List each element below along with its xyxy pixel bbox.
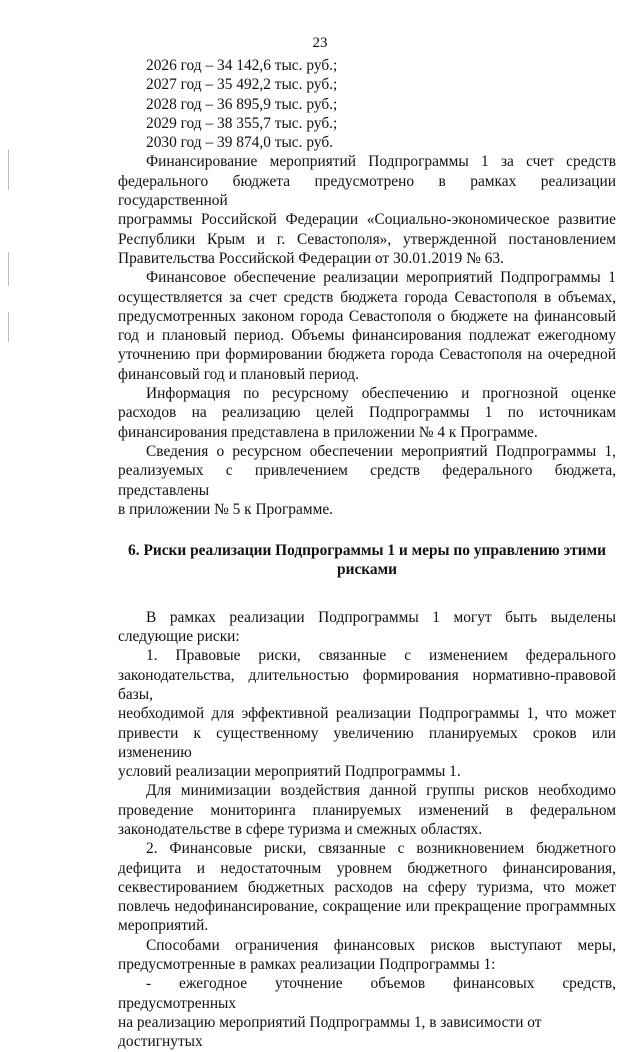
paragraph-line: законодательстве в сфере туризма и смежных областях. — [118, 820, 483, 838]
paragraph-line: - ежегодное уточнение объемов финансовых средств, предусмотренных — [118, 975, 616, 1012]
section-heading-line: 6. Риски реализации Подпрограммы 1 и меры по управлению этими — [128, 542, 606, 560]
paragraph-line: Способами ограничения финансовых рисков выступают меры, — [146, 936, 616, 954]
funding-paragraphs — [118, 152, 616, 519]
funding-year-line: 2029 год – 38 355,7 тыс. руб.; — [146, 114, 338, 132]
page-number: 23 — [312, 35, 328, 51]
paragraph-line: предусмотренных законом города Севастополя о бюджете на финансовый — [118, 307, 616, 325]
paragraph-line: в приложении № 5 к Программе. — [118, 500, 333, 518]
paragraph-line: Информация по ресурсному обеспечению и прогнозной оценке — [146, 385, 616, 403]
paragraph — [118, 781, 616, 839]
paragraph-line: проведение мониторинга планируемых изменений в федеральном — [118, 801, 616, 819]
paragraph-line: условий реализации мероприятий Подпрограммы 1. — [118, 763, 461, 781]
scan-margin-mark — [8, 312, 9, 342]
paragraph-line: осуществляется за счет средств бюджета города Севастополя в объемах, — [118, 288, 616, 306]
paragraph-line: привести к существенному увеличению планируемых сроков или изменению — [118, 724, 616, 761]
paragraph-line: уточнению при формировании бюджета города Севастополя на очередной — [118, 346, 616, 364]
paragraph — [118, 646, 616, 781]
paragraph-line: Сведения о ресурсном обеспечении мероприятий Подпрограммы 1, — [146, 442, 616, 460]
paragraph-line: предусмотренные в рамках реализации Подпрограммы 1: — [118, 956, 496, 974]
risk-paragraphs — [118, 608, 616, 1052]
paragraph — [118, 608, 616, 647]
paragraph-line: год и плановый период. Объемы финансирования подлежат ежегодному — [118, 327, 616, 345]
paragraph-line: программы Российской Федерации «Социально-экономическое развитие — [118, 211, 616, 229]
paragraph-line: Финансовое обеспечение реализации мероприятий Подпрограммы 1 — [146, 269, 616, 287]
paragraph-line: В рамках реализации Подпрограммы 1 могут быть выделены — [146, 608, 616, 626]
funding-years-list — [118, 56, 616, 152]
paragraph-line: Республики Крым и г. Севастополя», утвержденной постановлением — [118, 230, 616, 248]
paragraph — [118, 442, 616, 519]
paragraph-line: финансовый год и плановый период. — [118, 365, 359, 383]
paragraph — [118, 974, 616, 1051]
paragraph — [118, 152, 616, 268]
funding-year-line: 2026 год – 34 142,6 тыс. руб.; — [146, 57, 338, 74]
paragraph-line: следующие риски: — [118, 628, 240, 646]
paragraph-line: Для минимизации воздействия данной группы рисков необходимо — [146, 782, 616, 800]
paragraph-line: реализуемых с привлечением средств федерального бюджета, представлены — [118, 462, 616, 499]
funding-year-line: 2027 год – 35 492,2 тыс. руб.; — [146, 76, 338, 94]
paragraph — [118, 936, 616, 975]
paragraph-line: 2. Финансовые риски, связанные с возникновением бюджетного — [146, 840, 616, 858]
paragraph-line: повлечь недофинансирование, сокращение или прекращение программных — [118, 898, 616, 916]
section-heading — [118, 541, 616, 580]
paragraph-line: законодательства, длительностью формирования нормативно-правовой базы, — [118, 666, 616, 703]
paragraph — [118, 384, 616, 442]
funding-year-line: 2030 год – 39 874,0 тыс. руб. — [146, 134, 334, 152]
paragraph-line: необходимой для эффективной реализации Подпрограммы 1, что может — [118, 705, 616, 723]
paragraph-line: финансирования представлена в приложении № 4 к Программе. — [118, 423, 538, 441]
paragraph-line: федерального бюджета предусмотрено в рамках реализации государственной — [118, 172, 616, 210]
paragraph-line: мероприятий. — [118, 917, 209, 935]
scan-margin-mark — [8, 150, 9, 190]
paragraph — [118, 268, 616, 384]
paragraph-line: расходов на реализацию целей Подпрограммы 1 по источникам — [118, 404, 616, 422]
scan-margin-mark — [8, 252, 9, 286]
document-body — [118, 56, 616, 1052]
paragraph-line: 1. Правовые риски, связанные с изменением федерального — [146, 647, 616, 665]
paragraph-line: Правительства Российской Федерации от 30.01.2019 № 63. — [118, 249, 504, 267]
paragraph-line: секвестированием бюджетных расходов на сферу туризма, что может — [118, 878, 616, 896]
paragraph-line: на реализацию мероприятий Подпрограммы 1, в зависимости от достигнутых — [118, 1013, 542, 1051]
paragraph-line: Финансирование мероприятий Подпрограммы 1 за счет средств — [146, 153, 616, 171]
section-heading-line: рисками — [337, 561, 397, 579]
paragraph — [118, 839, 616, 935]
funding-year-line: 2028 год – 36 895,9 тыс. руб.; — [146, 95, 338, 113]
paragraph-line: дефицита и недостаточным уровнем бюджетного финансирования, — [118, 859, 616, 877]
